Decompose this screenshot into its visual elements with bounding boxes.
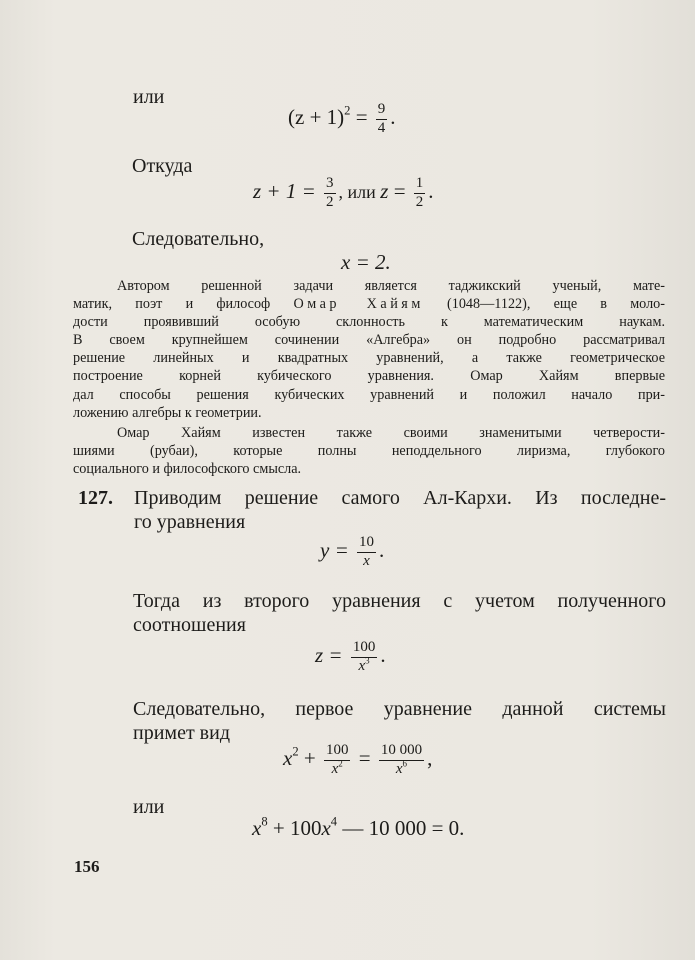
note2-line-2: шиями (рубаи), которые полны неподдельного лиризма, глубокого xyxy=(73,443,665,460)
eq2-lhs: z + 1 = xyxy=(253,179,316,204)
eq6-plus: + xyxy=(298,746,321,771)
note1-line-8: ложению алгебры к геометрии. xyxy=(73,404,262,421)
eq2-num1: 3 xyxy=(324,176,336,194)
equation-7 xyxy=(252,816,464,841)
eq5-den-exp: 3 xyxy=(365,655,370,665)
eq6-num1: 100 xyxy=(324,743,351,761)
note2-line-1: Омар Хайям известен также своими знаменитыми четверости- xyxy=(117,425,665,441)
eq4-fraction xyxy=(357,535,376,570)
equation-2 xyxy=(253,176,434,211)
eq5-fraction xyxy=(351,640,378,675)
eq7-bv: x xyxy=(321,816,331,840)
text-or-1: или xyxy=(133,86,165,108)
problem-text xyxy=(134,487,666,535)
eq6-fraction-1 xyxy=(324,743,351,778)
eq6-den2-base: x xyxy=(395,760,403,777)
then-line-1: Тогда из второго уравнения с учетом полученного xyxy=(133,590,666,612)
eq1-lhs: (z + 1) xyxy=(288,105,345,130)
eq1-num: 9 xyxy=(376,102,388,120)
eq7-b: + 100 xyxy=(267,816,322,840)
note1-line-5: решение линейных и квадратных уравнений, а также геометрическое xyxy=(73,350,665,367)
equation-4 xyxy=(320,535,384,570)
therefore-line-1: Следовательно, первое уравнение данной системы xyxy=(133,698,666,720)
eq4-num: 10 xyxy=(357,535,376,553)
eq1-equals: = xyxy=(355,105,368,130)
note1-line-6: построение корней кубического уравнения. Омар Хайям впервые xyxy=(73,368,665,385)
text-whence: Откуда xyxy=(132,155,193,177)
text-therefore xyxy=(133,698,666,746)
equation-6 xyxy=(283,743,432,778)
therefore-line-2: примет вид xyxy=(133,722,231,744)
note1-line-1: Автором решенной задачи является таджикский ученый, мате- xyxy=(117,278,665,294)
eq2-var: z xyxy=(380,179,389,204)
eq7-c: — 10 000 = 0. xyxy=(337,816,465,840)
text-consequently-1: Следовательно, xyxy=(132,228,265,250)
problem-line-2: го уравнения xyxy=(134,511,246,533)
eq6-den1-exp: 2 xyxy=(338,758,343,768)
equation-5 xyxy=(315,640,386,675)
eq6-fraction-2 xyxy=(379,743,424,778)
eq6-den2-exp: 6 xyxy=(402,758,408,768)
eq1-fraction xyxy=(376,102,388,137)
eq7-be: 4 xyxy=(330,814,338,829)
text-or-2: или xyxy=(133,796,165,818)
problem-line-1: Приводим решение самого Ал-Кархи. Из последне- xyxy=(134,487,666,509)
eq6-den2 xyxy=(379,758,424,778)
note-paragraph-1 xyxy=(73,277,665,422)
page-number: 156 xyxy=(74,857,100,876)
eq1-den: 4 xyxy=(377,119,386,136)
note1-line-3: дости проявивший особую склонность к математическим наукам. xyxy=(73,314,665,331)
eq6-den1 xyxy=(324,758,351,778)
eq4-tail: . xyxy=(379,538,385,563)
note1-line-4: В своем крупнейшем сочинении «Алгебра» он подробно рассматривал xyxy=(73,332,665,349)
problem-number: 127. xyxy=(78,487,113,509)
eq2-den2: 2 xyxy=(415,193,424,210)
note1-line-2 xyxy=(73,295,665,313)
note-paragraph-2 xyxy=(73,424,665,478)
eq5-den-base: x xyxy=(358,657,366,674)
eq4-den-var: x xyxy=(363,552,370,569)
eq2-tail: . xyxy=(428,179,434,204)
eq2-mid: , или xyxy=(338,182,381,203)
eq6-t1: x xyxy=(283,746,293,771)
then-line-2: соотношения xyxy=(133,614,246,636)
eq2-fraction-2 xyxy=(414,176,426,211)
eq6-den1-base: x xyxy=(331,760,339,777)
eq5-den xyxy=(351,655,378,675)
eq2-num2: 1 xyxy=(414,176,426,194)
eq5-tail: . xyxy=(380,643,386,668)
eq6-num2: 10 000 xyxy=(379,743,424,761)
eq1-exp: 2 xyxy=(344,103,351,118)
eq6-e1: 2 xyxy=(292,744,299,759)
note2-line-3: социального и философского смысла. xyxy=(73,461,302,478)
note1-line-7: дал способы решения кубических уравнений и положил начало при- xyxy=(73,386,665,403)
text-then xyxy=(133,590,666,638)
eq6-tail: , xyxy=(427,746,433,771)
eq5-num: 100 xyxy=(351,640,378,658)
note1-line-2-b: (1048—1122), еще в моло- xyxy=(423,296,665,313)
eq2-fraction-1 xyxy=(324,176,336,211)
author-name: Омар Хайям xyxy=(293,296,424,313)
eq2-den1: 2 xyxy=(326,193,334,210)
eq1-tail: . xyxy=(390,105,396,130)
note1-line-2-a: матик, поэт и философ xyxy=(73,296,294,313)
equation-1 xyxy=(288,102,396,137)
eq3-text: x = 2. xyxy=(341,250,391,274)
eq2-equals: = xyxy=(393,179,406,204)
equation-3 xyxy=(341,250,391,275)
eq4-den xyxy=(357,553,376,570)
eq4-lhs: y = xyxy=(320,538,349,563)
eq5-lhs: z = xyxy=(315,643,343,668)
eq7-a: x xyxy=(252,816,262,840)
eq7-ae: 8 xyxy=(261,814,268,829)
eq6-equals: = xyxy=(353,746,376,771)
